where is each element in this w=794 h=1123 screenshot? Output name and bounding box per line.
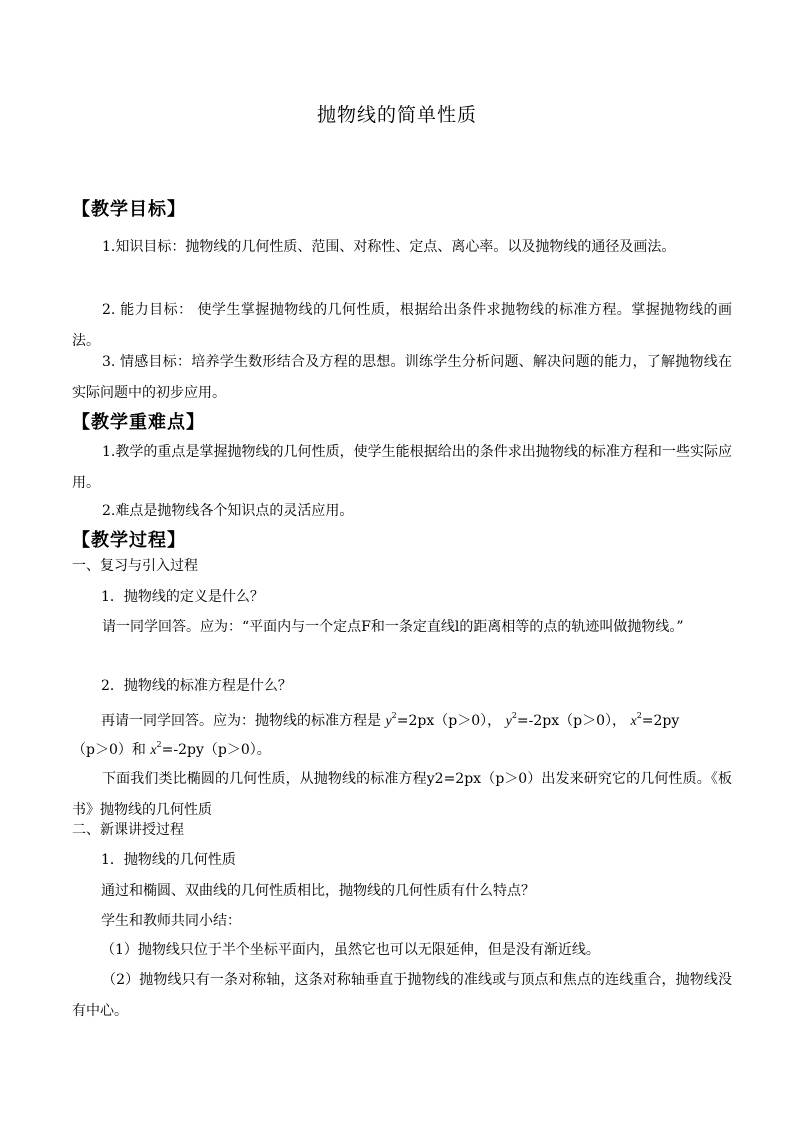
answer-definition: 请一同学回答。应为：“平面内与一个定点F和一条定直线l的距离相等的点的轨迹叫做抛物线。” [102, 619, 684, 635]
goal-knowledge: 1.知识目标：抛物线的几何性质、范围、对称性、定点、离心率。以及抛物线的通径及画法。 [102, 239, 676, 255]
key-point-focus: 1.教学的重点是掌握抛物线的几何性质，使学生能根据给出的条件求出抛物线的标准方程和一些实际应用。 [72, 444, 732, 491]
section-heading-goals: 【教学目标】 [72, 199, 186, 220]
equation-4: =-2py（p＞0）。 [161, 742, 271, 758]
equation-exponent: 2 [636, 711, 642, 720]
equation-var: x [150, 743, 157, 758]
summary-point-1: （1）抛物线只位于半个坐标平面内，虽然它也可以无限延伸，但是没有渐近线。 [101, 942, 600, 958]
key-point-difficulty: 2.难点是抛物线各个知识点的灵活应用。 [102, 503, 354, 519]
goal-emotion: 3. 情感目标：培养学生数形结合及方程的思想。训练学生分析问题、解决问题的能力，了解抛物线在实际问题中的初步应用。 [72, 354, 732, 401]
part1-heading: 一、复习与引入过程 [72, 558, 198, 574]
page-title: 抛物线的简单性质 [316, 104, 477, 126]
equation-var: x [630, 714, 637, 729]
subsection-geometric-properties: 1．抛物线的几何性质 [101, 852, 236, 868]
intro-paragraph: 下面我们类比椭圆的几何性质，从抛物线的标准方程y2=2px（p＞0）出发来研究它的几何性质。《板书》抛物线的几何性质 [72, 771, 732, 818]
equation-exponent: 2 [391, 711, 397, 720]
question-standard-equation: 2．抛物线的标准方程是什么？ [101, 678, 292, 694]
goal-ability: 2. 能力目标： 使学生掌握抛物线的几何性质，根据给出条件求抛物线的标准方程。掌握抛物线的画法。 [72, 302, 732, 349]
equation-var: y [505, 714, 512, 729]
equation-2: =-2px（p＞0）， [516, 713, 627, 729]
part2-heading: 二、新课讲授过程 [72, 822, 184, 838]
summary-intro: 学生和教师共同小结： [101, 913, 241, 929]
question-definition: 1．抛物线的定义是什么？ [101, 589, 264, 605]
equation-var: y [385, 714, 392, 729]
equation-exponent: 2 [511, 711, 517, 720]
section-heading-key-points: 【教学重难点】 [72, 412, 205, 433]
equation-exponent: 2 [156, 740, 162, 749]
equation-1: =2px（p＞0）， [396, 713, 502, 729]
comparison-question: 通过和椭圆、双曲线的几何性质相比，抛物线的几何性质有什么特点？ [101, 883, 535, 899]
answer-standard-equation-line2 [72, 729, 271, 766]
section-heading-process: 【教学过程】 [72, 530, 186, 551]
equation-3: =2py [641, 713, 680, 729]
answer-prefix: 再请一同学回答。应为：抛物线的标准方程是 [101, 713, 381, 729]
answer-line2-prefix: （p＞0）和 [72, 742, 146, 758]
summary-point-2: （2）抛物线只有一条对称轴，这条对称轴垂直于抛物线的准线或与顶点和焦点的连线重合，抛物线没有中心。 [72, 972, 732, 1019]
